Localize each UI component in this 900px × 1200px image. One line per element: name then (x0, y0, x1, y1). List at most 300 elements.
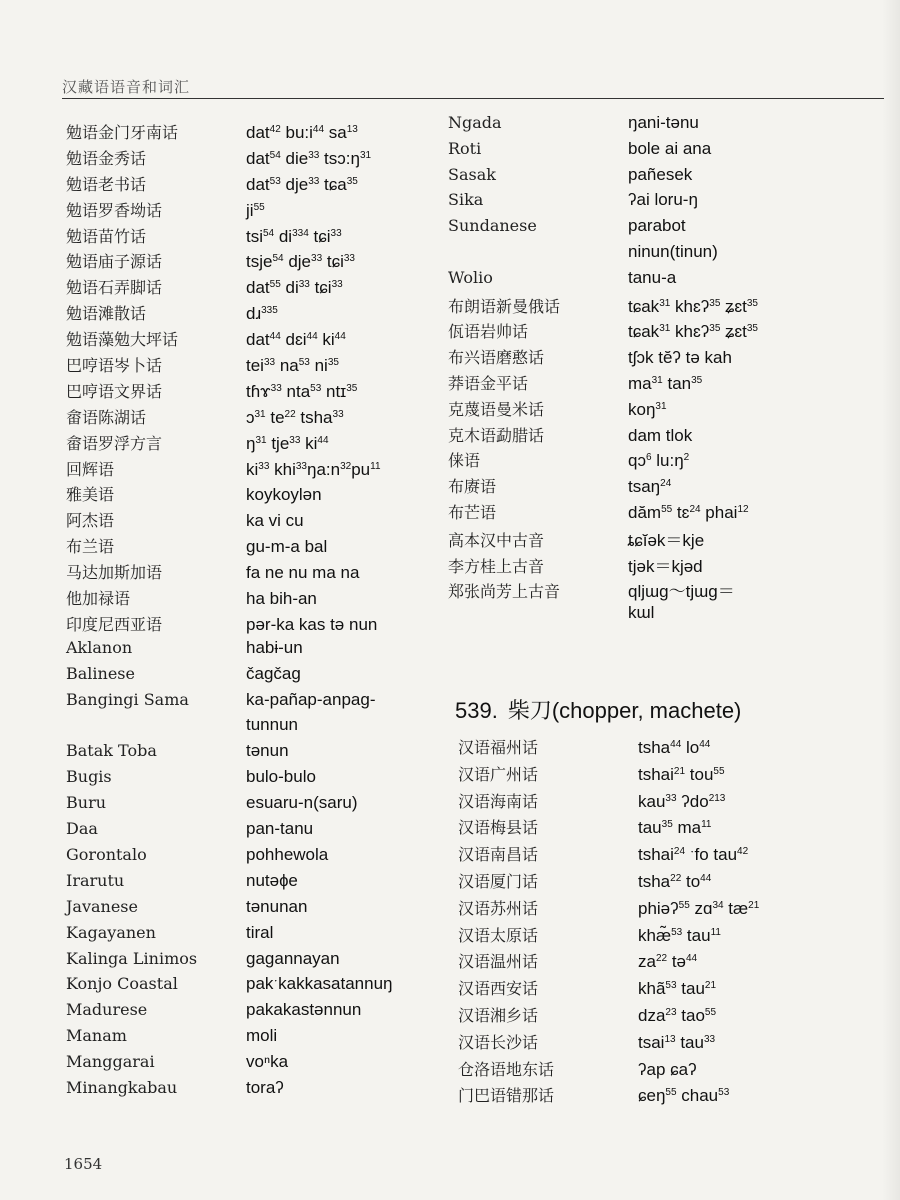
entry-row (66, 353, 406, 379)
language-name: Balinese (66, 663, 135, 683)
form-segment: dat (246, 174, 270, 194)
form-segment: ma (628, 373, 652, 393)
entry-row (66, 690, 406, 716)
entry-row (448, 577, 888, 603)
word-form (246, 175, 358, 195)
tone-superscript: 33 (298, 279, 310, 291)
tone-superscript: 33 (665, 792, 677, 804)
tone-superscript: 35 (346, 175, 358, 187)
form-segment: dat (246, 148, 270, 168)
word-form (628, 190, 698, 210)
entry-row (66, 1000, 406, 1026)
form-segment: pohhewola (246, 844, 329, 864)
tone-superscript: 35 (746, 323, 758, 335)
form-segment: dje (280, 174, 309, 194)
tone-superscript: 35 (709, 297, 721, 309)
word-form (246, 1052, 288, 1072)
tone-superscript: 53 (665, 980, 677, 992)
language-name (66, 715, 246, 734)
form-segment: pakˑkakkasatannuŋ (246, 974, 393, 994)
language-name: 俫语 (448, 451, 481, 471)
form-segment: ki (300, 433, 318, 453)
tone-superscript: 35 (709, 323, 721, 335)
entry-row (66, 172, 406, 198)
tone-superscript: 55 (704, 1006, 717, 1018)
language-name: Daa (66, 819, 98, 839)
form-segment: tsha (638, 738, 671, 757)
word-form (246, 615, 377, 635)
tone-superscript: 42 (269, 124, 281, 135)
entry-row (458, 1003, 888, 1030)
form-segment: tɕi (308, 226, 331, 246)
word-form (628, 113, 699, 133)
language-name: Kalinga Linimos (66, 948, 198, 968)
word-form (638, 792, 725, 812)
language-name: 布朗语新曼俄话 (448, 296, 561, 316)
word-form (638, 979, 716, 999)
language-name: Sika (448, 190, 484, 210)
tone-superscript: 21 (748, 899, 760, 911)
entry-row (448, 165, 888, 191)
tone-superscript: 213 (708, 792, 726, 804)
form-segment: tou (685, 764, 714, 784)
entry-row (448, 294, 888, 320)
word-form (246, 356, 339, 376)
word-form (246, 537, 327, 557)
entry-row (458, 789, 888, 816)
entry-row (66, 275, 406, 301)
form-segment: tsje (246, 252, 273, 272)
word-form (246, 511, 304, 531)
form-segment: pakakastənnun (246, 1000, 362, 1020)
word-form (628, 603, 654, 623)
form-segment: habɨ-un (246, 637, 303, 657)
form-segment: tau (638, 818, 662, 838)
word-form (638, 818, 712, 838)
form-segment: tsha (295, 407, 333, 427)
entry-row (66, 249, 406, 275)
form-segment: na (275, 356, 299, 376)
entry-row (448, 474, 888, 500)
entry-row (66, 379, 406, 405)
word-form (628, 477, 671, 497)
form-segment: tsaŋ (628, 477, 661, 497)
form-segment: ha bih-an (246, 589, 317, 609)
language-name: 克蔑语曼米话 (448, 399, 545, 419)
word-form (638, 1006, 716, 1026)
tone-superscript: 33 (295, 460, 307, 472)
word-form (628, 297, 758, 317)
form-segment: tɕak (628, 296, 660, 316)
word-form (246, 1000, 361, 1020)
form-segment: ŋani-tənu (628, 113, 699, 132)
tone-superscript: 31 (254, 408, 266, 420)
form-segment: di (274, 226, 293, 246)
form-segment: voⁿka (246, 1052, 289, 1072)
word-form (628, 268, 676, 288)
entry-row (448, 552, 888, 578)
tone-superscript: 55 (713, 765, 725, 777)
form-segment: dat (246, 330, 270, 350)
language-name: Buru (66, 793, 107, 813)
form-segment: tao (676, 1005, 705, 1025)
tone-superscript: 54 (263, 227, 275, 239)
form-segment: khɛʔ (670, 296, 710, 316)
tone-superscript: 32 (340, 460, 352, 472)
language-name: 郑张尚芳上古音 (448, 582, 561, 602)
page-edge-shadow (882, 0, 900, 1200)
entry-row (66, 974, 406, 1000)
form-segment: tshai (638, 764, 674, 784)
word-form (628, 400, 667, 420)
tone-superscript: 53 (310, 382, 322, 394)
word-form (246, 974, 393, 994)
word-form (246, 408, 344, 428)
form-segment: zɑ (689, 898, 713, 918)
entry-row (448, 603, 888, 629)
word-form (246, 664, 301, 684)
form-segment: dăm (628, 502, 662, 522)
form-segment: ʑɛt (720, 296, 747, 316)
word-form (638, 926, 721, 946)
tone-superscript: 24 (673, 846, 686, 858)
language-name: Javanese (66, 896, 138, 916)
tone-superscript: 55 (665, 1087, 677, 1099)
tone-superscript: 22 (670, 872, 682, 884)
entry-row (66, 923, 406, 949)
form-segment: khæ̃ (638, 925, 672, 945)
entry-row (66, 793, 406, 819)
language-name: 布兴语磨憨话 (448, 348, 545, 368)
tone-superscript: 44 (699, 739, 711, 750)
word-form (628, 165, 692, 185)
language-name: 回辉语 (66, 459, 115, 479)
language-name: 勉语石弄脚话 (66, 278, 163, 298)
entry-row (448, 371, 888, 397)
form-segment: tei (246, 356, 264, 376)
form-segment: ʔdo (676, 791, 709, 811)
running-header-title: 汉藏语语音和词汇 (62, 78, 191, 96)
language-name: 畲语陈湖话 (66, 407, 147, 427)
language-name: 勉语藻勉大坪话 (66, 330, 179, 350)
entry-row (66, 146, 406, 172)
entry-row (66, 845, 406, 871)
entry-row (448, 397, 888, 423)
entry-row (66, 612, 406, 638)
entry-row (66, 741, 406, 767)
word-form (246, 845, 328, 865)
entry-row (448, 319, 888, 345)
tone-superscript: 31 (655, 400, 667, 412)
entry-row (448, 500, 888, 526)
word-form (246, 923, 273, 943)
tone-superscript: 35 (746, 297, 758, 309)
form-segment: tiral (246, 922, 274, 942)
word-form (246, 252, 355, 272)
form-segment: tshai (638, 845, 674, 865)
entry-row (66, 327, 406, 353)
form-segment: parabot (628, 216, 686, 236)
tone-superscript: 13 (664, 1033, 676, 1045)
tone-superscript: 55 (678, 899, 690, 911)
tone-superscript: 55 (269, 279, 281, 291)
language-name: 雅美语 (66, 485, 115, 505)
form-segment: lu:ŋ (651, 451, 684, 471)
form-segment: dɛi (280, 330, 307, 350)
language-name: Manam (66, 1026, 127, 1046)
language-name: 阿杰语 (66, 511, 115, 531)
word-form (638, 765, 725, 785)
entry-row (66, 431, 406, 457)
entry-row (66, 482, 406, 508)
entry-row (66, 457, 406, 483)
tone-superscript: 44 (334, 331, 346, 343)
form-segment: die (280, 148, 309, 168)
word-form (246, 563, 359, 583)
tone-superscript: 11 (710, 926, 721, 938)
tone-superscript: 33 (311, 253, 323, 265)
form-segment: ji (246, 200, 254, 220)
word-form (246, 304, 278, 324)
language-name: Minangkabau (66, 1077, 178, 1097)
form-segment: koŋ (628, 399, 656, 419)
tone-superscript: 33 (308, 175, 320, 187)
word-form (246, 1078, 284, 1098)
word-form (246, 949, 340, 969)
entry-row (66, 767, 406, 793)
right-bottom-column (458, 735, 888, 1110)
tone-superscript: 13 (346, 124, 358, 135)
language-name: Batak Toba (66, 741, 157, 761)
form-segment: phai (700, 502, 738, 522)
form-segment: tæ (723, 898, 749, 918)
form-segment: tau (682, 925, 711, 945)
language-name: 莽语金平话 (448, 373, 529, 393)
language-name: 高本汉中古音 (448, 530, 545, 550)
word-form (246, 690, 375, 710)
language-name: 勉语庙子源话 (66, 252, 163, 272)
form-segment: di (280, 278, 299, 298)
entry-row (458, 762, 888, 789)
entry-row (448, 242, 888, 268)
tone-superscript: 35 (661, 819, 673, 831)
word-form (638, 738, 710, 758)
language-name: Bugis (66, 767, 112, 787)
tone-superscript: 44 (670, 739, 682, 750)
entry-row (458, 976, 888, 1003)
language-name: Konjo Coastal (66, 974, 178, 994)
form-segment: bulo-bulo (246, 767, 316, 787)
word-form (638, 952, 697, 972)
language-name: 巴哼语岑卜话 (66, 356, 163, 376)
tone-superscript: 34 (712, 899, 724, 911)
form-segment: tɕi (322, 252, 344, 272)
form-segment: ŋ (246, 433, 256, 453)
form-segment: tau (675, 1032, 704, 1052)
entry-row (448, 216, 888, 242)
language-name: Manggarai (66, 1052, 155, 1072)
language-name: 汉语福州话 (458, 738, 539, 757)
language-name: Ngada (448, 113, 502, 132)
tone-superscript: 31 (255, 434, 267, 446)
word-form (246, 715, 298, 735)
word-form (638, 1086, 729, 1106)
tone-superscript: 12 (737, 503, 749, 515)
word-form (638, 1060, 697, 1080)
entry-row (66, 638, 406, 664)
form-segment: pu (351, 459, 371, 479)
entry-row (448, 268, 888, 294)
language-name: 布兰语 (66, 537, 115, 557)
tone-superscript: 42 (737, 846, 749, 858)
tone-superscript: 31 (359, 149, 372, 161)
language-name: 汉语梅县话 (458, 818, 539, 838)
tone-superscript: 24 (660, 478, 672, 490)
language-name: 汉语南昌话 (458, 845, 539, 865)
language-name: Kagayanen (66, 922, 156, 942)
section-number: 539. (455, 698, 498, 723)
entry-row (66, 1078, 406, 1104)
language-name: 汉语海南话 (458, 791, 539, 811)
tone-superscript: 33 (263, 357, 276, 369)
word-form (628, 577, 735, 602)
form-segment: tanu-a (628, 267, 677, 287)
tone-superscript: 23 (665, 1006, 677, 1018)
tone-superscript: 33 (343, 253, 355, 265)
entry-row (66, 586, 406, 612)
language-name: 马达加斯加语 (66, 563, 163, 583)
form-segment: tɕak (628, 322, 660, 342)
word-form (246, 638, 303, 658)
word-form (246, 589, 317, 609)
tone-superscript: 53 (671, 926, 683, 938)
tone-superscript: 2 (683, 452, 690, 464)
word-form (628, 348, 732, 368)
language-name: 勉语罗香坳话 (66, 200, 163, 220)
tone-superscript: 35 (691, 374, 703, 386)
form-segment: ɕeŋ (638, 1086, 666, 1106)
language-name: 布芒语 (448, 502, 497, 522)
tone-superscript: 33 (332, 408, 344, 420)
form-segment: moli (246, 1026, 278, 1046)
form-segment: ŋa:n (307, 459, 341, 479)
tone-superscript: 53 (269, 175, 281, 187)
form-segment: tɛ (672, 502, 690, 522)
form-segment: gu-m-a bal (246, 537, 328, 557)
language-name: 汉语温州话 (458, 952, 539, 972)
entry-row (66, 1052, 406, 1078)
form-segment: sa (324, 123, 347, 142)
form-segment: ȶɕĭək＝kje (628, 530, 705, 550)
word-form (246, 434, 329, 454)
form-segment: ma (672, 818, 702, 838)
language-name: 汉语厦门话 (458, 871, 539, 891)
entry-row (66, 819, 406, 845)
word-form (246, 330, 346, 350)
word-form (638, 872, 711, 892)
word-form (628, 322, 758, 342)
word-form (246, 149, 371, 169)
language-name: 汉语苏州话 (458, 898, 539, 918)
form-segment: ˑfo tau (685, 845, 738, 865)
form-segment: ka vi cu (246, 511, 304, 531)
entry-row (458, 923, 888, 950)
form-segment: ni (309, 356, 328, 376)
language-name: 他加禄语 (66, 589, 131, 609)
tone-superscript: 33 (330, 227, 342, 239)
entry-row (458, 1030, 888, 1057)
language-name (448, 603, 628, 622)
form-segment: gagannayan (246, 948, 340, 968)
word-form (628, 242, 718, 262)
running-header (62, 72, 884, 99)
word-form (628, 503, 749, 523)
tone-superscript: 44 (269, 331, 281, 343)
form-segment: pər-ka kas tə nun (246, 614, 378, 634)
form-segment: lo (681, 738, 700, 757)
language-name: 巴哼语文界话 (66, 381, 163, 401)
form-segment: pañesek (628, 164, 693, 184)
entry-row (458, 949, 888, 976)
tone-superscript: 44 (312, 124, 325, 135)
form-segment: tə (667, 952, 686, 972)
tone-superscript: 53 (298, 357, 310, 369)
form-segment: za (638, 952, 656, 972)
form-segment: dat (246, 278, 270, 298)
tone-superscript: 11 (370, 460, 381, 472)
form-segment: kɯl (628, 603, 655, 623)
tone-superscript: 31 (651, 374, 663, 386)
tone-superscript: 31 (659, 297, 671, 309)
language-name: 仓洛语地东话 (458, 1059, 555, 1079)
form-segment: tɕa (319, 174, 347, 194)
form-segment: khi (269, 459, 296, 479)
entry-row (448, 423, 888, 449)
form-segment: qɔ (628, 451, 646, 471)
word-form (628, 374, 702, 394)
form-segment: tʃɔk tĕʔ tə kah (628, 348, 732, 368)
tone-superscript: 11 (701, 819, 712, 831)
form-segment: dam tlok (628, 425, 693, 445)
tone-superscript: 22 (284, 408, 296, 420)
language-name: 勉语金门牙南话 (66, 123, 179, 142)
entry-row (458, 1057, 888, 1084)
entry-row (66, 949, 406, 975)
form-segment: tjək＝kjəd (628, 556, 703, 576)
word-form (246, 460, 381, 480)
form-segment: khã (638, 979, 666, 999)
tone-superscript: 33 (270, 382, 282, 394)
entry-row (458, 896, 888, 923)
entry-row (448, 448, 888, 474)
form-segment: chau (676, 1086, 719, 1106)
language-name: Gorontalo (66, 844, 147, 864)
word-form (246, 793, 358, 813)
entry-row (448, 526, 888, 552)
word-form (638, 845, 748, 865)
form-segment: fa ne nu ma na (246, 563, 360, 583)
form-segment: koykoylən (246, 485, 322, 505)
word-form (246, 485, 322, 505)
tone-superscript: 21 (673, 765, 686, 777)
form-segment: tənun (246, 741, 289, 761)
language-name: Roti (448, 138, 482, 158)
word-form (628, 451, 689, 471)
entry-row (458, 815, 888, 842)
form-segment: tunnun (246, 715, 298, 735)
tone-superscript: 44 (686, 953, 698, 965)
form-segment: dat (246, 123, 270, 142)
